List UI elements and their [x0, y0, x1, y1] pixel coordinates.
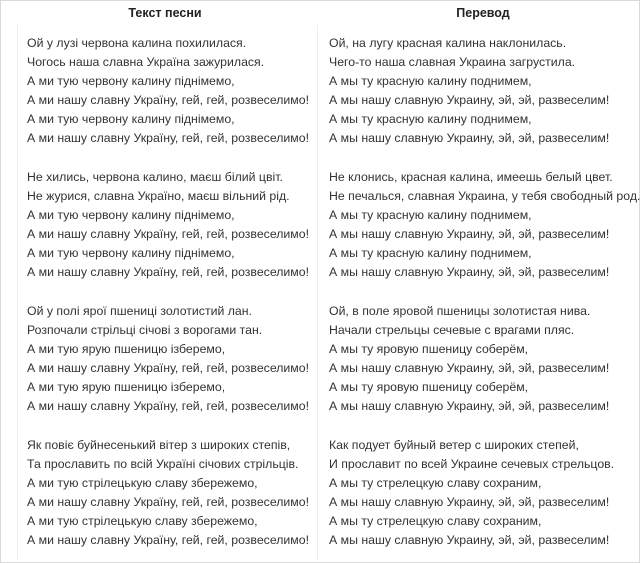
original-lyrics-line: Чогось наша славна Україна зажурилася. — [27, 55, 265, 69]
column-divider-left — [17, 25, 18, 560]
translation-line: А мы ту красную калину поднимем, — [329, 246, 532, 260]
original-lyrics-line: А ми нашу славну Україну, гей, гей, розвеселимо! — [27, 495, 309, 509]
original-lyrics-stanza — [27, 168, 317, 282]
original-lyrics-line: А ми нашу славну Україну, гей, гей, розвеселимо! — [27, 361, 309, 375]
original-lyrics-line: А ми тую стрілецькую славу збережемо, — [27, 476, 258, 490]
translation-line: А мы нашу славную Украину, эй, эй, развеселим! — [329, 227, 610, 241]
original-lyrics-line: А ми нашу славну Україну, гей, гей, розвеселимо! — [27, 93, 309, 107]
original-lyrics-line: А ми тую червону калину піднімемо, — [27, 112, 235, 126]
translation-line: И прославит по всей Украине сечевых стрельцов. — [329, 457, 615, 471]
original-lyrics-header: Текст песни — [128, 6, 202, 20]
original-lyrics-line: А ми тую червону калину піднімемо, — [27, 246, 235, 260]
original-lyrics-line: А ми нашу славну Україну, гей, гей, розвеселимо! — [27, 131, 309, 145]
translation-line: А мы нашу славную Украину, эй, эй, развеселим! — [329, 361, 610, 375]
original-lyrics-line: Ой у полі ярої пшениці золотистий лан. — [27, 304, 252, 318]
original-lyrics-line: А ми тую ярую пшеницю ізберемо, — [27, 342, 226, 356]
original-lyrics-line: А ми нашу славну Україну, гей, гей, розвеселимо! — [27, 265, 309, 279]
translation-line: А мы нашу славную Украину, эй, эй, развеселим! — [329, 131, 610, 145]
original-lyrics-line: Не журися, славна Україно, маєш вільний рід. — [27, 189, 290, 203]
translation-line: А мы ту яровую пшеницу соберём, — [329, 380, 529, 394]
translation-line: Ой, на лугу красная калина наклонилась. — [329, 36, 567, 50]
translation-header: Перевод — [456, 6, 510, 20]
original-lyrics-line: А ми нашу славну Україну, гей, гей, розвеселимо! — [27, 399, 309, 413]
original-lyrics-line: А ми тую червону калину піднімемо, — [27, 208, 235, 222]
original-lyrics-stanza — [27, 302, 317, 416]
translation-line: Чего-то наша славная Украина загрустила. — [329, 55, 576, 69]
original-lyrics-line: Та прославить по всій Україні січових стрільців. — [27, 457, 299, 471]
translation-line: А мы нашу славную Украину, эй, эй, развеселим! — [329, 533, 610, 547]
original-lyrics-line: А ми тую червону калину піднімемо, — [27, 74, 235, 88]
translation-line: А мы нашу славную Украину, эй, эй, развеселим! — [329, 399, 610, 413]
original-lyrics-stanza — [27, 34, 317, 148]
translation-stanza — [329, 168, 640, 282]
translation-line: А мы ту яровую пшеницу соберём, — [329, 342, 529, 356]
original-lyrics-line: Не хились, червона калино, маєш білий цвіт. — [27, 170, 283, 184]
translation-line: А мы ту стрелецкую славу сохраним, — [329, 476, 542, 490]
translation-line: А мы ту красную калину поднимем, — [329, 74, 532, 88]
original-lyrics-line: Ой у лузі червона калина похилилася. — [27, 36, 247, 50]
translation-line: А мы нашу славную Украину, эй, эй, развеселим! — [329, 495, 610, 509]
original-lyrics-line: А ми нашу славну Україну, гей, гей, розвеселимо! — [27, 227, 309, 241]
translation-line: А мы нашу славную Украину, эй, эй, развеселим! — [329, 265, 610, 279]
original-lyrics-line: А ми тую ярую пшеницю ізберемо, — [27, 380, 226, 394]
original-lyrics-line: Як повіє буйнесенький вітер з широких степів, — [27, 438, 291, 452]
translation-line: Не печалься, славная Украина, у тебя свободный род. — [329, 189, 640, 203]
translation-line: А мы нашу славную Украину, эй, эй, развеселим! — [329, 93, 610, 107]
original-lyrics-line: А ми тую стрілецькую славу збережемо, — [27, 514, 258, 528]
translation-line: Как подует буйный ветер с широких степей, — [329, 438, 579, 452]
translation-stanza — [329, 436, 637, 550]
translation-line: А мы ту красную калину поднимем, — [329, 208, 532, 222]
translation-line: Ой, в поле яровой пшеницы золотистая нива. — [329, 304, 591, 318]
translation-line: Не клонись, красная калина, имеешь белый цвет. — [329, 170, 613, 184]
translation-line: Начали стрельцы сечевые с врагами пляс. — [329, 323, 575, 337]
translation-stanza — [329, 34, 637, 148]
original-lyrics-stanza — [27, 436, 317, 550]
column-divider-middle — [317, 25, 318, 560]
translation-stanza — [329, 302, 637, 416]
translation-line: А мы ту красную калину поднимем, — [329, 112, 532, 126]
original-lyrics-line: Розпочали стрільці січові з ворогами тан. — [27, 323, 263, 337]
translation-line: А мы ту стрелецкую славу сохраним, — [329, 514, 542, 528]
original-lyrics-line: А ми нашу славну Україну, гей, гей, розвеселимо! — [27, 533, 309, 547]
